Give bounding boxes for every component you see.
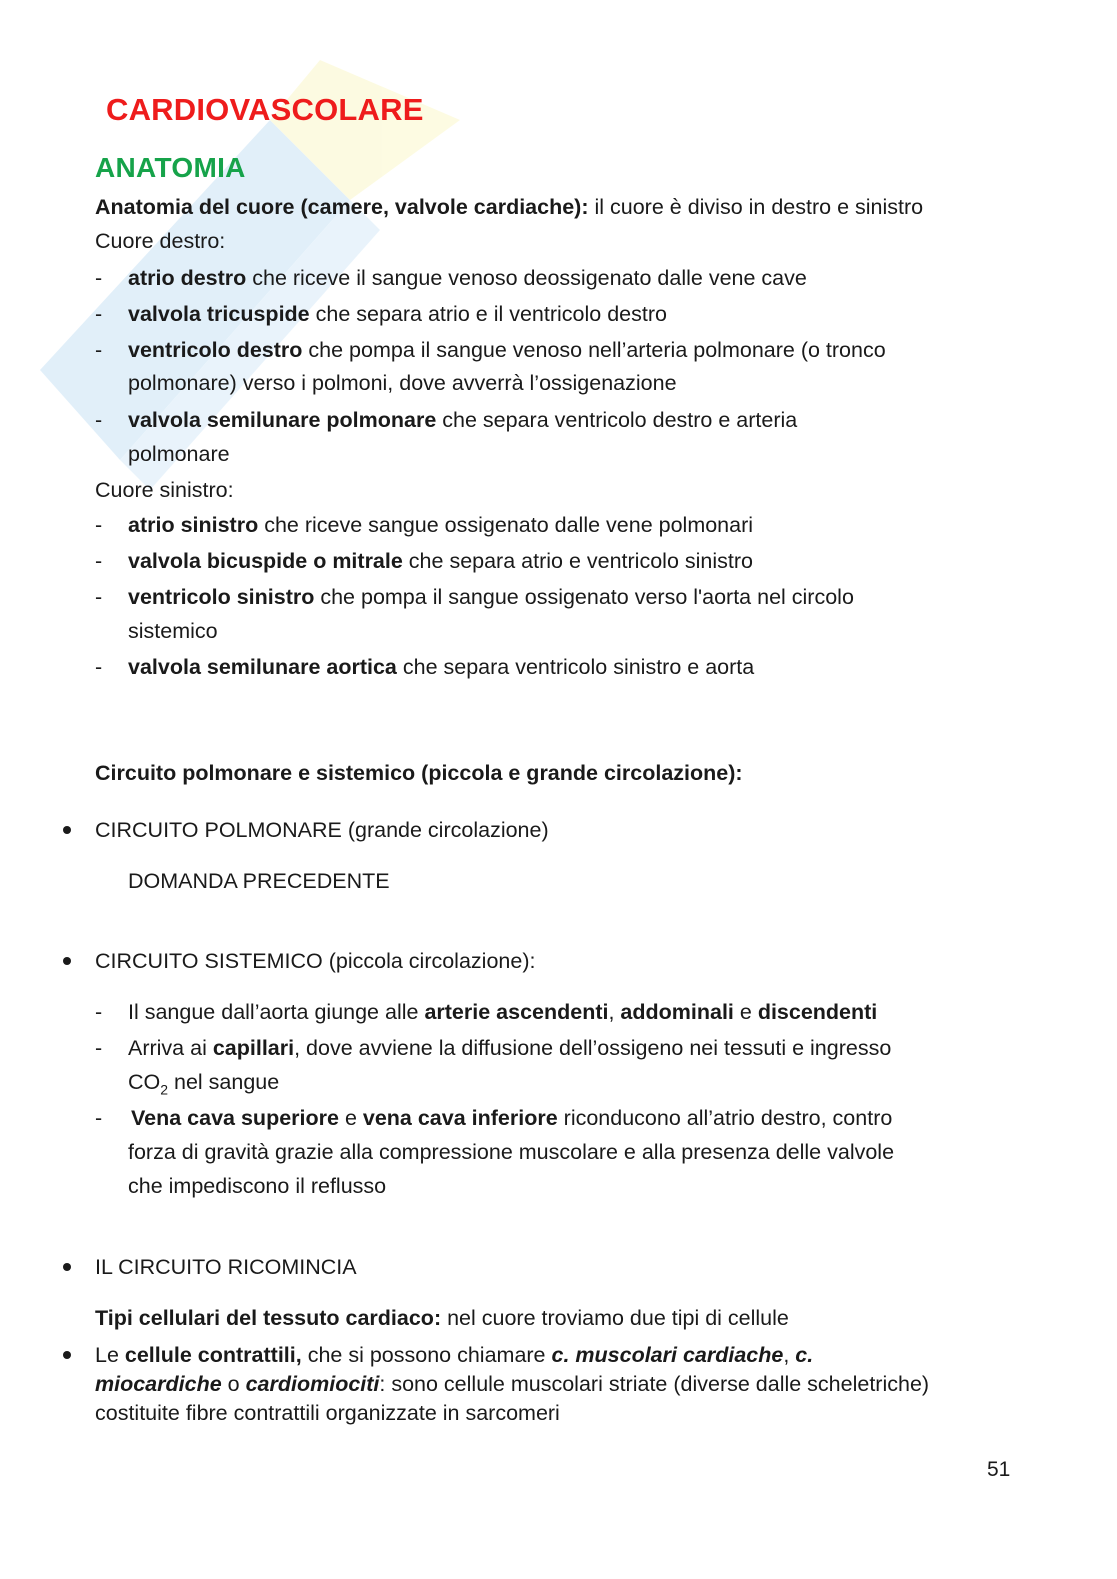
page-number: 51 — [987, 1458, 1011, 1481]
list-item: Arriva ai capillari, dove avviene la diffusione dell’ossigeno nei tessuti e ingresso — [128, 1036, 892, 1060]
page-title: CARDIOVASCOLARE — [106, 92, 424, 127]
list-item-continuation: forza di gravità grazie alla compressione muscolare e alla presenza delle valvole — [128, 1140, 895, 1164]
list-item: atrio destro che riceve il sangue venoso deossigenato dalle vene cave — [128, 266, 807, 290]
left-heart-label: Cuore sinistro: — [95, 478, 234, 502]
list-item-continuation: polmonare) verso i polmoni, dove avverrà l’ossigenazione — [128, 371, 677, 395]
list-dash: - — [95, 585, 103, 609]
list-item: Vena cava superiore e vena cava inferiore riconducono all’atrio destro, contro — [131, 1106, 893, 1130]
list-item: Il sangue dall’aorta giunge alle arterie ascendenti, addominali e discendenti — [128, 1000, 878, 1024]
list-dash: - — [95, 408, 103, 432]
list-item: ventricolo destro che pompa il sangue venoso nell’arteria polmonare (o tronco — [128, 338, 886, 362]
bullet-dot — [63, 1351, 71, 1359]
restart-label: IL CIRCUITO RICOMINCIA — [95, 1255, 357, 1279]
list-dash: - — [95, 513, 103, 537]
pulmonary-circuit-label: CIRCUITO POLMONARE (grande circolazione) — [95, 818, 549, 842]
list-dash: - — [95, 1000, 103, 1024]
bullet-dot — [63, 1263, 71, 1271]
list-dash: - — [95, 549, 103, 573]
contractile-line-3: costituite fibre contrattili organizzate in sarcomeri — [95, 1401, 560, 1425]
list-item-continuation: che impediscono il reflusso — [128, 1174, 387, 1198]
list-item-continuation: polmonare — [128, 442, 230, 466]
list-dash: - — [95, 338, 103, 362]
circuit-heading: Circuito polmonare e sistemico (piccola e grande circolazione): — [95, 761, 743, 785]
list-item: valvola tricuspide che separa atrio e il ventricolo destro — [128, 302, 667, 326]
right-heart-label: Cuore destro: — [95, 229, 226, 253]
systemic-circuit-label: CIRCUITO SISTEMICO (piccola circolazione): — [95, 949, 536, 973]
list-dash: - — [95, 302, 103, 326]
pulmonary-circuit-note: DOMANDA PRECEDENTE — [128, 869, 390, 893]
bullet-dot — [63, 826, 71, 834]
list-item: valvola bicuspide o mitrale che separa atrio e ventricolo sinistro — [128, 549, 753, 573]
contractile-line-1: Le cellule contrattili, che si possono chiamare c. muscolari cardiache, c. — [95, 1343, 814, 1367]
list-item: ventricolo sinistro che pompa il sangue ossigenato verso l'aorta nel circolo — [128, 585, 854, 609]
list-dash: - — [95, 655, 103, 679]
section-heading: ANATOMIA — [95, 152, 246, 183]
list-item-continuation: $CO_2$ nel sangue — [128, 1070, 280, 1098]
list-item: valvola semilunare polmonare che separa ventricolo destro e arteria — [128, 408, 798, 432]
list-item: valvola semilunare aortica che separa ventricolo sinistro e aorta — [128, 655, 755, 679]
contractile-line-2: miocardiche o cardiomiociti: sono cellule muscolari striate (diverse dalle scheletriche) — [95, 1372, 930, 1396]
cell-types-line: Tipi cellulari del tessuto cardiaco: nel cuore troviamo due tipi di cellule — [95, 1306, 789, 1330]
list-item-continuation: sistemico — [128, 619, 218, 643]
list-dash: - — [95, 1036, 103, 1060]
intro-line: Anatomia del cuore (camere, valvole cardiache): il cuore è diviso in destro e sinistro — [95, 195, 924, 219]
list-item: atrio sinistro che riceve sangue ossigenato dalle vene polmonari — [128, 513, 754, 537]
list-dash: - — [95, 1106, 103, 1130]
list-dash: - — [95, 266, 103, 290]
bullet-dot — [63, 957, 71, 965]
